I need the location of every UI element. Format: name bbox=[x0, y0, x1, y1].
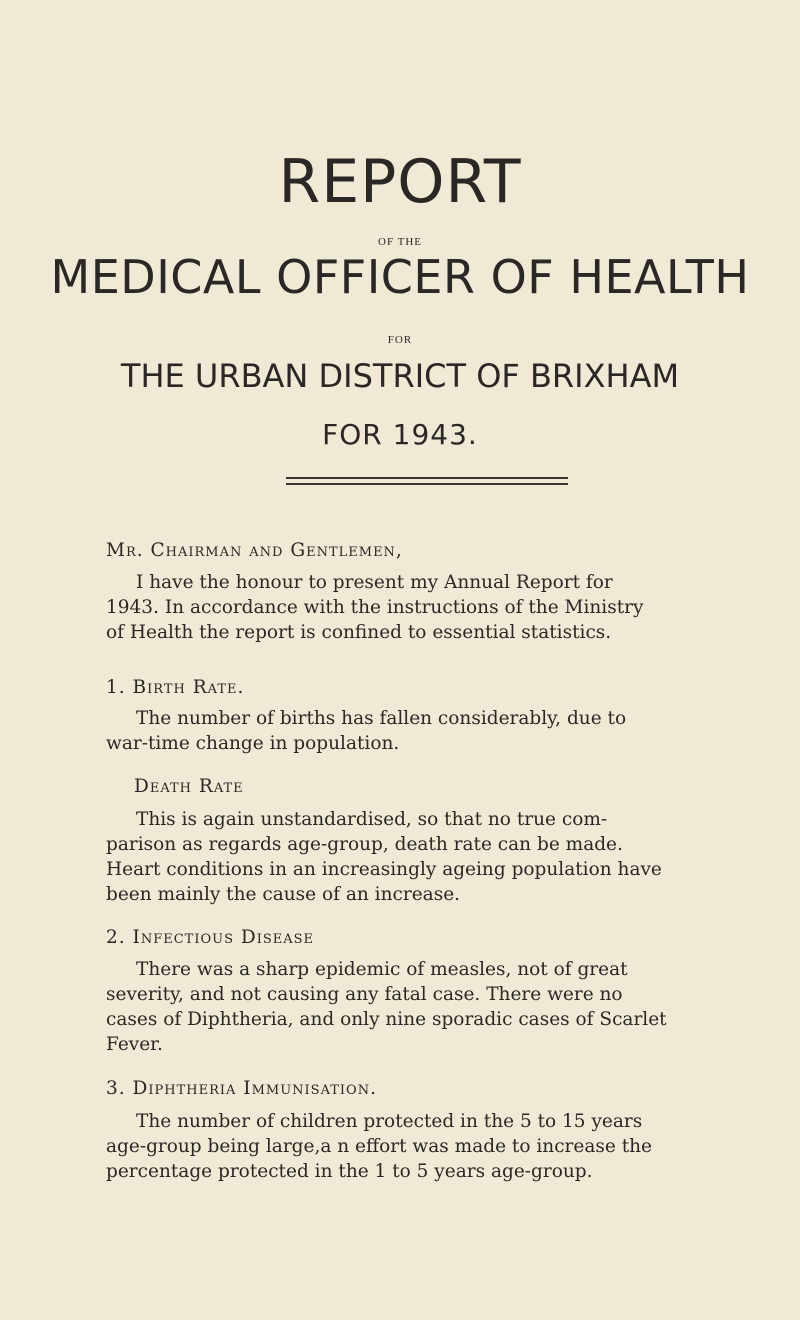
infectious-disease-line: cases of Diphtheria, and only nine sporadic cases of Scarlet bbox=[106, 1009, 667, 1030]
death-rate-paragraph bbox=[106, 807, 718, 907]
birth-rate-paragraph bbox=[106, 706, 718, 756]
infectious-disease-line: severity, and not causing any fatal case. There were no bbox=[106, 984, 623, 1005]
diphtheria-line: percentage protected in the 1 to 5 years age-group. bbox=[106, 1161, 593, 1182]
year-title: FOR 1943. bbox=[322, 418, 478, 451]
officer-title: MEDICAL OFFICER OF HEALTH bbox=[50, 250, 750, 304]
birth-rate-heading-text: 1. Birth Rate. bbox=[106, 677, 245, 698]
death-rate-line: This is again unstandardised, so that no true com- bbox=[136, 809, 608, 830]
intro-paragraph bbox=[106, 570, 718, 645]
report-title: REPORT bbox=[278, 147, 522, 217]
diphtheria-line: age-group being large,a n effort was made to increase the bbox=[106, 1136, 653, 1157]
salutation bbox=[106, 538, 718, 563]
infectious-disease-heading-text: 2. Infectious Disease bbox=[106, 927, 315, 948]
diphtheria-heading-text: 3. Diphtheria Immunisation. bbox=[106, 1078, 377, 1099]
death-rate-line: Heart conditions in an increasingly ageing population have bbox=[106, 859, 662, 880]
intro-line: of Health the report is confined to essential statistics. bbox=[106, 622, 612, 643]
diphtheria-line: The number of children protected in the 5 to 15 years bbox=[136, 1111, 643, 1132]
divider-rule-top bbox=[286, 477, 568, 479]
infectious-disease-line: There was a sharp epidemic of measles, not of great bbox=[136, 959, 628, 980]
death-rate-heading bbox=[134, 774, 746, 799]
intro-line: I have the honour to present my Annual Report for bbox=[136, 572, 613, 593]
divider-rule-bottom bbox=[286, 483, 568, 485]
infectious-disease-line: Fever. bbox=[106, 1034, 163, 1055]
infectious-disease-paragraph bbox=[106, 957, 718, 1057]
birth-rate-line: The number of births has fallen considerably, due to bbox=[136, 708, 627, 729]
salutation-text: Mr. Chairman and Gentlemen, bbox=[106, 540, 403, 561]
district-title: THE URBAN DISTRICT OF BRIXHAM bbox=[120, 357, 680, 395]
infectious-disease-heading bbox=[106, 925, 718, 950]
death-rate-heading-text: Death Rate bbox=[134, 776, 244, 797]
birth-rate-line: war-time change in population. bbox=[106, 733, 400, 754]
intro-line: 1943. In accordance with the instructions of the Ministry bbox=[106, 597, 644, 618]
death-rate-line: parison as regards age-group, death rate can be made. bbox=[106, 834, 623, 855]
of-the-label: OF THE bbox=[378, 236, 422, 248]
for-label: FOR bbox=[387, 334, 413, 346]
birth-rate-heading bbox=[106, 675, 718, 700]
diphtheria-paragraph bbox=[106, 1109, 718, 1184]
death-rate-line: been mainly the cause of an increase. bbox=[106, 884, 461, 905]
diphtheria-heading bbox=[106, 1076, 718, 1101]
